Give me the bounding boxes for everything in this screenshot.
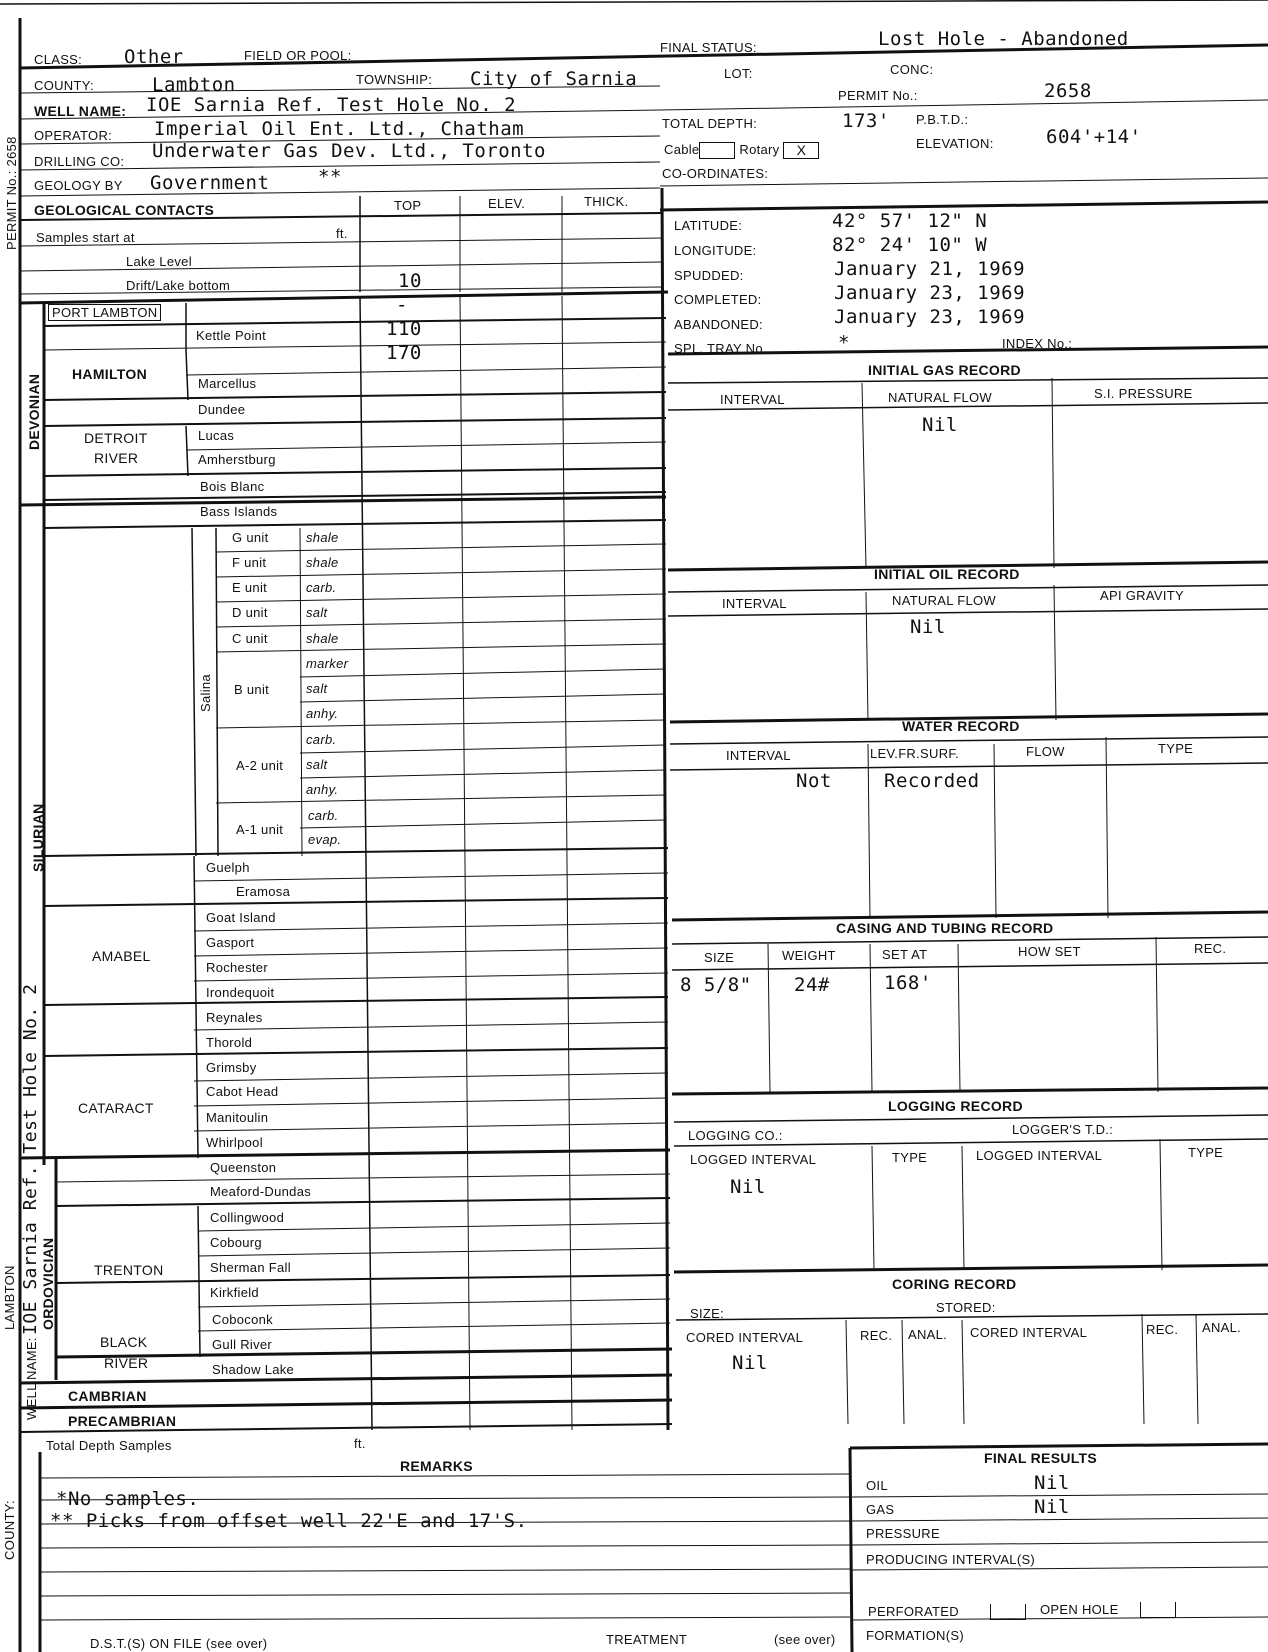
county-value: Lambton [152,74,236,96]
field-pool-label: FIELD OR POOL: [244,48,352,63]
ordovician-label: ORDOVICIAN [40,1237,56,1330]
final-oil-value: Nil [1034,1472,1070,1494]
a2-unit-lith-carb: carb. [306,732,337,747]
rotary-checkbox[interactable]: X [783,142,819,159]
logging-col-interval-2: LOGGED INTERVAL [976,1148,1103,1163]
geo-contacts-title: GEOLOGICAL CONTACTS [34,202,215,218]
water-interval-value: Not [796,770,832,792]
g-unit-lith: shale [306,530,339,545]
precambrian-label: PRECAMBRIAN [68,1413,177,1429]
permit-value: 2658 [1044,80,1092,102]
drilling-co-value: Underwater Gas Dev. Ltd., Toronto [152,140,546,162]
cobourg-label: Cobourg [210,1235,262,1250]
devonian-label: DEVONIAN [26,373,42,450]
cable-label: Cable [664,142,700,157]
final-status-label: FINAL STATUS: [660,40,757,55]
coring-stored-label: STORED: [936,1300,996,1315]
casing-set-at-value: 168' [884,972,932,994]
trenton-label: TRENTON [94,1262,164,1278]
g-unit-label: G unit [232,530,269,545]
salina-label: Salina [198,674,213,712]
coring-size-label: SIZE: [690,1306,725,1321]
a2-unit-lith-anhy: anhy. [306,782,339,797]
shadow-lake-label: Shadow Lake [212,1362,295,1377]
spudded-label: SPUDDED: [674,268,744,283]
cataract-label: CATARACT [78,1100,154,1116]
samples-start-label: Samples start at [36,230,135,245]
open-hole-label: OPEN HOLE [1040,1602,1119,1617]
coring-interval-value: Nil [732,1352,768,1374]
water-col-interval: INTERVAL [726,748,791,763]
a2-unit-label: A-2 unit [236,758,284,773]
water-col-lev: LEV.FR.SURF. [870,746,960,761]
casing-size-value: 8 5/8" [680,974,752,996]
cambrian-label: CAMBRIAN [68,1388,147,1404]
township-label: TOWNSHIP: [356,72,433,87]
sherman-fall-label: Sherman Fall [210,1260,291,1275]
remarks-line-2: ** Picks from offset well 22'E and 17'S. [50,1510,528,1532]
completed-value: January 23, 1969 [834,282,1026,304]
water-lev-value: Recorded [884,770,980,792]
total-depth-samples-label: Total Depth Samples [46,1438,172,1453]
amherstburg-label: Amherstburg [198,452,276,467]
elevation-label: ELEVATION: [916,136,994,151]
elevation-value: 604'+14' [1046,126,1142,148]
grimsby-label: Grimsby [206,1060,257,1075]
f-unit-lith: shale [306,555,339,570]
geology-note-mark: ** [318,166,342,188]
col-thick: THICK. [584,194,629,209]
logging-col-type-1: TYPE [892,1150,928,1165]
b-unit-lith-marker: marker [306,656,349,671]
oil-flow-value: Nil [910,616,946,638]
d-unit-label: D unit [232,605,268,620]
perforated-checkbox[interactable] [990,1604,1026,1620]
logging-col-type-2: TYPE [1188,1145,1224,1160]
marcellus-label: Marcellus [198,376,257,391]
kettle-point-top-value: 110 [386,318,422,340]
final-oil-label: OIL [866,1478,888,1493]
gas-col-interval: INTERVAL [720,392,785,407]
whirlpool-label: Whirlpool [206,1135,263,1150]
logging-col-interval-1: LOGGED INTERVAL [690,1152,817,1167]
total-depth-samples-ft: ft. [354,1436,366,1451]
coring-col-rec-2: REC. [1146,1322,1179,1337]
irondequoit-label: Irondequoit [206,985,275,1000]
open-hole-checkbox[interactable] [1140,1602,1176,1618]
gas-col-flow: NATURAL FLOW [888,390,992,405]
cable-rotary-group [664,142,819,159]
dundee-label: Dundee [198,402,246,417]
margin-permit-number: PERMIT No.: 2658 [4,136,19,250]
water-record-title: WATER RECORD [902,718,1020,734]
queenston-label: Queenston [210,1160,277,1175]
well-name-label: WELL NAME: [34,103,127,119]
a1-unit-lith-carb: carb. [308,808,339,823]
coordinates-label: CO-ORDINATES: [662,166,769,181]
final-gas-label: GAS [866,1502,895,1517]
black-river-label-2: RIVER [104,1355,149,1371]
logging-interval-value: Nil [730,1176,766,1198]
f-unit-label: F unit [232,555,267,570]
logging-record-title: LOGGING RECORD [888,1098,1023,1114]
casing-col-rec: REC. [1194,941,1227,956]
port-lambton-top-value: - [396,294,408,316]
oil-col-flow: NATURAL FLOW [892,593,996,608]
perforated-label: PERFORATED [868,1604,959,1619]
goat-island-label: Goat Island [206,910,276,925]
index-no-label: INDEX No.: [1002,336,1073,351]
abandoned-value: January 23, 1969 [834,306,1026,328]
guelph-label: Guelph [206,860,250,875]
gas-record-title: INITIAL GAS RECORD [868,362,1021,378]
a1-unit-label: A-1 unit [236,822,284,837]
class-value: Other [124,46,184,68]
logging-co-label: LOGGING CO.: [688,1128,783,1143]
dst-on-file-label: D.S.T.(S) ON FILE (see over) [90,1636,268,1651]
coring-col-cored-2: CORED INTERVAL [970,1325,1088,1340]
latitude-label: LATITUDE: [674,218,743,233]
coboconk-label: Coboconk [212,1312,273,1327]
gas-flow-value: Nil [922,414,958,436]
e-unit-lith: carb. [306,580,337,595]
oil-col-interval: INTERVAL [722,596,787,611]
casing-col-weight: WEIGHT [782,948,836,963]
coring-col-anal-2: ANAL. [1202,1320,1242,1335]
longitude-label: LONGITUDE: [674,243,757,258]
margin-county-value: LAMBTON [2,1265,17,1330]
margin-well-name-label: WELL NAME: [24,1337,39,1420]
drift-label: Drift/Lake bottom [126,278,231,293]
water-col-flow: FLOW [1026,744,1065,759]
coring-col-anal-1: ANAL. [908,1327,948,1342]
b-unit-lith-salt: salt [306,681,328,696]
geology-by-value: Government [150,172,270,194]
treatment-see-over: (see over) [774,1632,836,1647]
b-unit-label: B unit [234,682,270,697]
casing-col-size: SIZE [704,950,735,965]
gas-col-pressure: S.I. PRESSURE [1094,386,1193,401]
cable-checkbox[interactable] [699,142,735,159]
reynales-label: Reynales [206,1010,263,1025]
longitude-value: 82° 24' 10" W [832,234,988,256]
total-depth-label: TOTAL DEPTH: [662,116,758,131]
black-river-label-1: BLACK [100,1334,148,1350]
margin-county-label: COUNTY: [2,1500,17,1560]
casing-weight-value: 24# [794,974,830,996]
kirkfield-label: Kirkfield [210,1285,259,1300]
bass-islands-label: Bass Islands [200,504,278,519]
meaford-dundas-label: Meaford-Dundas [210,1184,312,1199]
collingwood-label: Collingwood [210,1210,285,1225]
total-depth-value: 173' [842,110,890,132]
lucas-label: Lucas [198,428,235,443]
pbtd-label: P.B.T.D.: [916,112,969,127]
b-unit-lith-anhy: anhy. [306,706,339,721]
coring-col-rec-1: REC. [860,1328,893,1343]
geology-by-label: GEOLOGY BY [34,178,123,193]
a2-unit-lith-salt: salt [306,757,328,772]
lake-level-label: Lake Level [126,254,192,269]
gasport-label: Gasport [206,935,255,950]
latitude-value: 42° 57' 12" N [832,210,988,232]
kettle-point-label: Kettle Point [196,328,267,343]
hamilton-label: HAMILTON [72,366,147,382]
drilling-co-label: DRILLING CO: [34,154,125,169]
final-pressure-label: PRESSURE [866,1526,940,1541]
remarks-title: REMARKS [400,1458,473,1474]
e-unit-label: E unit [232,580,268,595]
a1-unit-lith-evap: evap. [308,832,342,847]
county-label: COUNTY: [34,78,94,93]
conc-label: CONC: [890,62,934,77]
abandoned-label: ABANDONED: [674,317,763,332]
completed-label: COMPLETED: [674,292,762,307]
cabot-head-label: Cabot Head [206,1084,279,1099]
spl-tray-value: * [838,332,850,354]
spudded-value: January 21, 1969 [834,258,1026,280]
amabel-label: AMABEL [92,948,151,964]
rochester-label: Rochester [206,960,268,975]
eramosa-label: Eramosa [236,884,291,899]
detroit-river-label-2: RIVER [94,450,139,466]
coring-col-cored-1: CORED INTERVAL [686,1330,804,1345]
manitoulin-label: Manitoulin [206,1110,269,1125]
oil-record-title: INITIAL OIL RECORD [874,566,1020,582]
water-col-type: TYPE [1158,741,1194,756]
col-top: TOP [394,198,422,213]
drift-top-value: 10 [398,270,422,292]
col-elev: ELEV. [488,196,526,211]
silurian-label: SILURIAN [30,803,46,872]
well-name-value: IOE Sarnia Ref. Test Hole No. 2 [146,94,517,116]
thorold-label: Thorold [206,1035,253,1050]
operator-label: OPERATOR: [34,128,113,143]
margin-well-name-value: IOE Sarnia Ref. Test Hole No. 2 [20,983,41,1335]
remarks-line-1: *No samples. [56,1488,200,1510]
rotary-label: Rotary [739,142,780,157]
casing-record-title: CASING AND TUBING RECORD [836,920,1054,936]
hamilton-top-value: 170 [386,342,422,364]
casing-col-set-at: SET AT [882,947,928,962]
samples-start-ft: ft. [336,226,348,241]
loggers-td-label: LOGGER'S T.D.: [1012,1122,1114,1137]
port-lambton-label: PORT LAMBTON [48,304,161,321]
operator-value: Imperial Oil Ent. Ltd., Chatham [154,118,525,140]
final-status-value: Lost Hole - Abandoned [878,28,1129,50]
class-label: CLASS: [34,52,83,67]
gull-river-label: Gull River [212,1337,273,1352]
detroit-river-label-1: DETROIT [84,430,148,446]
permit-label: PERMIT No.: [838,88,918,103]
bois-blanc-label: Bois Blanc [200,479,265,494]
spl-tray-label: SPL. TRAY No. [674,341,767,356]
coring-record-title: CORING RECORD [892,1276,1017,1292]
c-unit-lith: shale [306,631,339,646]
d-unit-lith: salt [306,605,328,620]
oil-col-api: API GRAVITY [1100,588,1184,603]
c-unit-label: C unit [232,631,268,646]
lot-label: LOT: [724,66,753,81]
casing-col-how-set: HOW SET [1018,944,1081,959]
township-value: City of Sarnia [470,68,638,90]
treatment-label: TREATMENT [606,1632,688,1647]
formations-label: FORMATION(S) [866,1628,964,1643]
final-gas-value: Nil [1034,1496,1070,1518]
final-results-title: FINAL RESULTS [984,1450,1098,1466]
producing-interval-label: PRODUCING INTERVAL(S) [866,1552,1036,1567]
